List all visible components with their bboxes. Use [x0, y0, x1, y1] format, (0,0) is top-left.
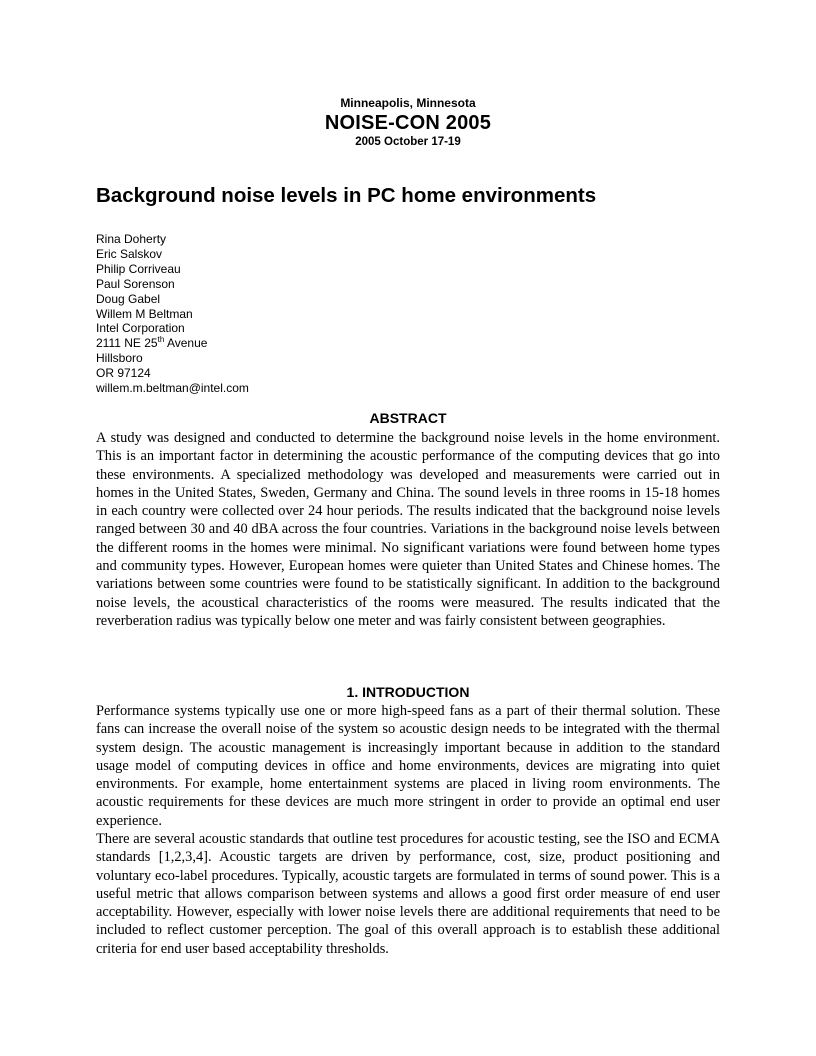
author-street [96, 336, 249, 351]
abstract-heading: ABSTRACT [369, 410, 447, 426]
introduction-paragraph-2: There are several acoustic standards that outline test procedures for acoustic testing, see the ISO and ECMA standards [1,2,3,4]. Acoustic targets are driven by performance, cost, size, product positioning and voluntary eco-label procedures. Typically, acoustic targets are formulated in terms of sound power. This is a useful metric that allows comparison between systems and allows a good first order measure of end user acceptability. However, especially with lower noise levels there are additional requirements that need to be included to reflect customer perception. The goal of this overall approach is to establish these additional criteria for end user based acceptability thresholds. [96, 831, 720, 957]
author-name: Doug Gabel [96, 291, 161, 306]
author-name: Eric Salskov [96, 246, 163, 261]
street-ordinal: th [157, 335, 165, 345]
author-name: Willem M Beltman [96, 306, 193, 321]
author-block [96, 232, 249, 396]
conference-dates: 2005 October 17-19 [355, 136, 461, 148]
author-name: Paul Sorenson [96, 276, 175, 291]
conference-location: Minneapolis, Minnesota [340, 96, 476, 110]
author-organization: Intel Corporation [96, 321, 185, 336]
conference-name: NOISE-CON 2005 [324, 112, 492, 134]
author-name: Philip Corriveau [96, 261, 181, 276]
author-city: Hillsboro [96, 351, 143, 366]
introduction-heading: 1. INTRODUCTION [346, 684, 470, 700]
paper-title: Background noise levels in PC home environments [96, 184, 597, 207]
street-prefix: 2111 NE 25 [96, 336, 158, 351]
introduction-paragraph-1: Performance systems typically use one or more high-speed fans as a part of their thermal solution. These fans can increase the overall noise of the system so acoustic design needs to be integrated with the thermal system design. The acoustic management is increasingly important because in addition to the standard usage model of computing devices in office and home environments, devices are migrating into quiet environments. For example, home entertainment systems are placed in living room environments. The acoustic requirements for these devices are much more stringent in order to provide an optimal end user experience. [96, 703, 720, 829]
author-name: Rina Doherty [96, 232, 167, 246]
author-state-zip: OR 97124 [96, 366, 151, 381]
street-suffix: Avenue [164, 336, 208, 351]
author-email: willem.m.beltman@intel.com [96, 381, 249, 396]
abstract-text: A study was designed and conducted to determine the background noise levels in the home environment. This is an important factor in determining the acoustic performance of the computing devices that go into these environments. A specialized methodology was developed and measurements were carried out in homes in the United States, Sweden, Germany and China. The sound levels in three rooms in 15-18 homes in each country were collected over 24 hour periods. The results indicated that the background noise levels ranged between 30 and 40 dBA across the four countries. Variations in the background noise levels between the different rooms in the homes were minimal. No significant variations were found between home types and community types. However, European homes were quieter than United States and Chinese homes. The variations between some countries were found to be statistically significant. In addition to the background noise levels, the acoustical characteristics of the rooms were measured. The results indicated that the reverberation radius was typically below one meter and was fairly consistent between geographies. [96, 430, 720, 629]
